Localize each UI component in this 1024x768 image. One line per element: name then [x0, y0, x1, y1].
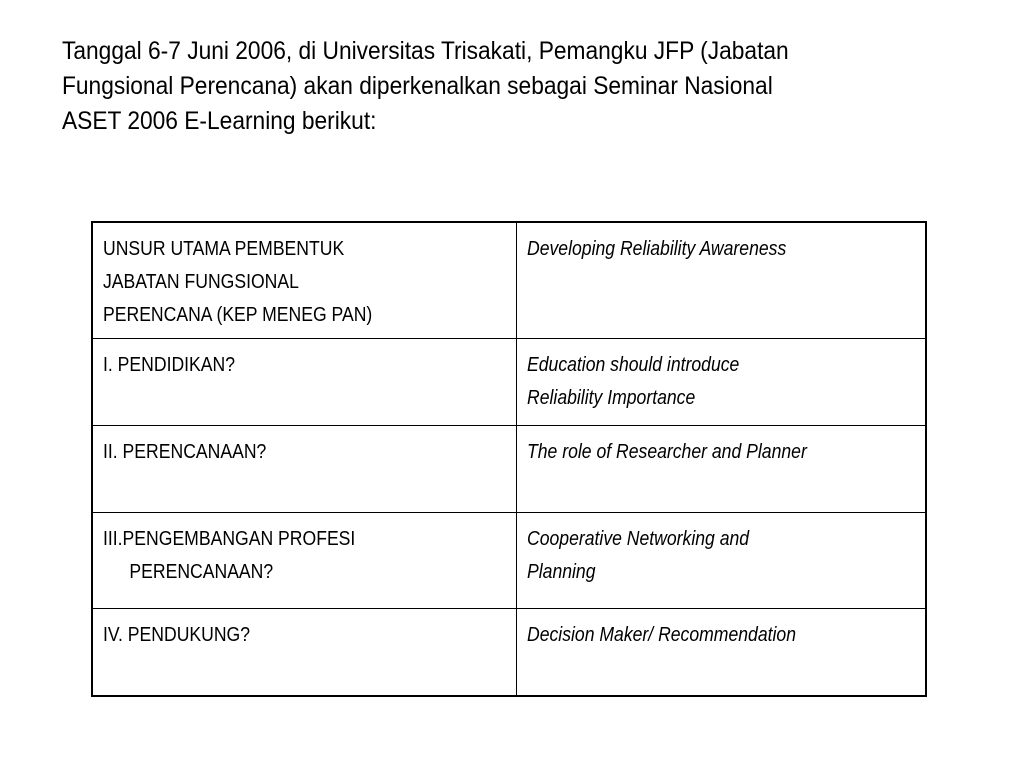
intro-paragraph: [62, 34, 895, 139]
elearning-table: [91, 221, 927, 697]
cell-line: I. PENDIDIKAN?: [103, 354, 236, 376]
cell-line: Reliability Importance: [526, 387, 695, 409]
cell-line: III.PENGEMBANGAN PROFESI: [103, 528, 356, 550]
table-row: [92, 426, 926, 513]
cell-line: Developing Reliability Awareness: [526, 238, 786, 260]
cell-line: The role of Researcher and Planner: [526, 441, 807, 463]
table-row: [92, 513, 926, 609]
cell-line: PERENCANAAN?: [129, 561, 274, 583]
table-cell-description: [516, 609, 926, 697]
table-cell-element: [92, 609, 516, 697]
table-row: [92, 609, 926, 697]
table-row: [92, 339, 926, 426]
intro-line: Tanggal 6-7 Juni 2006, di Universitas Trisakati, Pemangku JFP (Jabatan: [62, 37, 789, 65]
cell-line: Education should introduce: [526, 354, 739, 376]
cell-line: II. PERENCANAAN?: [103, 441, 267, 463]
intro-line: ASET 2006 E-Learning berikut:: [62, 107, 377, 135]
table-cell-element: [92, 222, 516, 339]
table-row: [92, 222, 926, 339]
table-cell-description: [516, 339, 926, 426]
intro-line: Fungsional Perencana) akan diperkenalkan sebagai Seminar Nasional: [62, 72, 773, 100]
cell-line: Planning: [526, 561, 596, 583]
table-cell-element: [92, 339, 516, 426]
table-cell-description: [516, 513, 926, 609]
cell-line: IV. PENDUKUNG?: [103, 624, 251, 646]
table-cell-description: [516, 426, 926, 513]
cell-line: Decision Maker/ Recommendation: [526, 624, 796, 646]
cell-line: JABATAN FUNGSIONAL: [103, 271, 299, 293]
table-cell-element: [92, 426, 516, 513]
table-cell-element: [92, 513, 516, 609]
cell-line: PERENCANA (KEP MENEG PAN): [103, 304, 373, 326]
cell-line: Cooperative Networking and: [526, 528, 749, 550]
cell-line: UNSUR UTAMA PEMBENTUK: [103, 238, 345, 260]
table-cell-description: [516, 222, 926, 339]
